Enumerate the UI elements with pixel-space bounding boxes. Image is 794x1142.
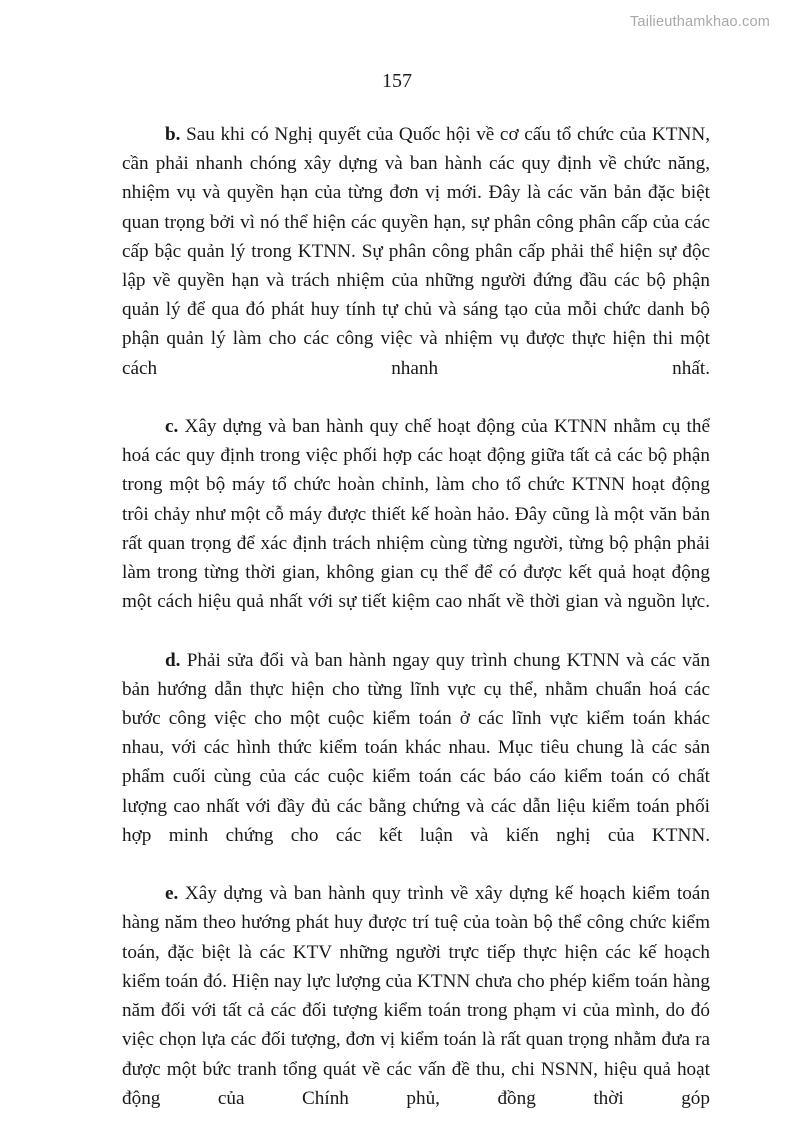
paragraph-e-label: e. [165,883,179,905]
paragraph-c-text: Xây dựng và ban hành quy chế hoạt động của KTNN nhằm cụ thể hoá các quy định trong việc phối hợp các hoạt động giữa tất cả các bộ phận trong một bộ máy tổ chức hoàn chỉnh, làm cho tổ chức KTNN hoạt động trôi chảy như một cỗ máy được thiết kế hoàn hảo. Đây cũng là một văn bản rất quan trọng để xác định trách nhiệm cùng từng người, từng bộ phận phải làm trong từng thời gian, không gian cụ thể để có được kết quả hoạt động một cách hiệu quả nhất với sự tiết kiệm cao nhất về thời gian và nguồn lực. [122,416,710,613]
paragraph-d-label: d. [165,649,181,671]
paragraph-b [122,120,710,412]
page-body [122,120,710,1142]
paragraph-e [122,879,710,1142]
paragraph-e-text: Xây dựng và ban hành quy trình về xây dựng kế hoạch kiểm toán hàng năm theo hướng phát huy được trí tuệ của toàn bộ thể công chức kiểm toán, đặc biệt là các KTV những người trực tiếp thực hiện các kế hoạch kiểm toán đó. Hiện nay lực lượng của KTNN chưa cho phép kiểm toán hàng năm đối với tất cả các đối tượng kiểm toán trong phạm vi của mình, do đó việc chọn lựa các đối tượng, đơn vị kiểm toán là rất quan trọng nhằm đưa ra được một bức tranh tổng quát về các vấn đề thu, chi NSNN, hiệu quả hoạt động của Chính phủ, đồng thời góp [122,883,710,1109]
paragraph-d [122,646,710,880]
site-watermark: Tailieuthamkhao.com [629,14,770,30]
paragraph-d-text: Phải sửa đổi và ban hành ngay quy trình chung KTNN và các văn bản hướng dẫn thực hiện cho từng lĩnh vực cụ thể, nhằm chuẩn hoá các bước công việc cho một cuộc kiểm toán ở các lĩnh vực kiểm toán khác nhau, với các hình thức kiểm toán khác nhau. Mục tiêu chung là các sản phẩm cuối cùng của các cuộc kiểm toán các báo cáo kiểm toán có chất lượng cao nhất với đầy đủ các bằng chứng và các dẫn liệu kiểm toán phối hợp minh chứng cho các kết luận và kiến nghị của KTNN. [122,649,710,846]
paragraph-b-label: b. [165,124,181,145]
paragraph-c-label: c. [165,416,179,438]
paragraph-b-text: Sau khi có Nghị quyết của Quốc hội về cơ cấu tổ chức của KTNN, cần phải nhanh chóng xây dựng và ban hành các quy định về chức năng, nhiệm vụ và quyền hạn của từng đơn vị mới. Đây là các văn bản đặc biệt quan trọng bởi vì nó thể hiện các quyền hạn, sự phân công phân cấp của các cấp bậc quản lý trong KTNN. Sự phân công phân cấp phải thể hiện sự độc lập về quyền hạn và trách nhiệm của những người đứng đầu các bộ phận quản lý để qua đó phát huy tính tự chủ và sáng tạo của mỗi chức danh bộ phận quản lý làm cho các công việc và nhiệm vụ được thực hiện thi một cách nhanh nhất. [122,124,710,379]
paragraph-c [122,412,710,646]
page-number: 157 [382,70,412,92]
